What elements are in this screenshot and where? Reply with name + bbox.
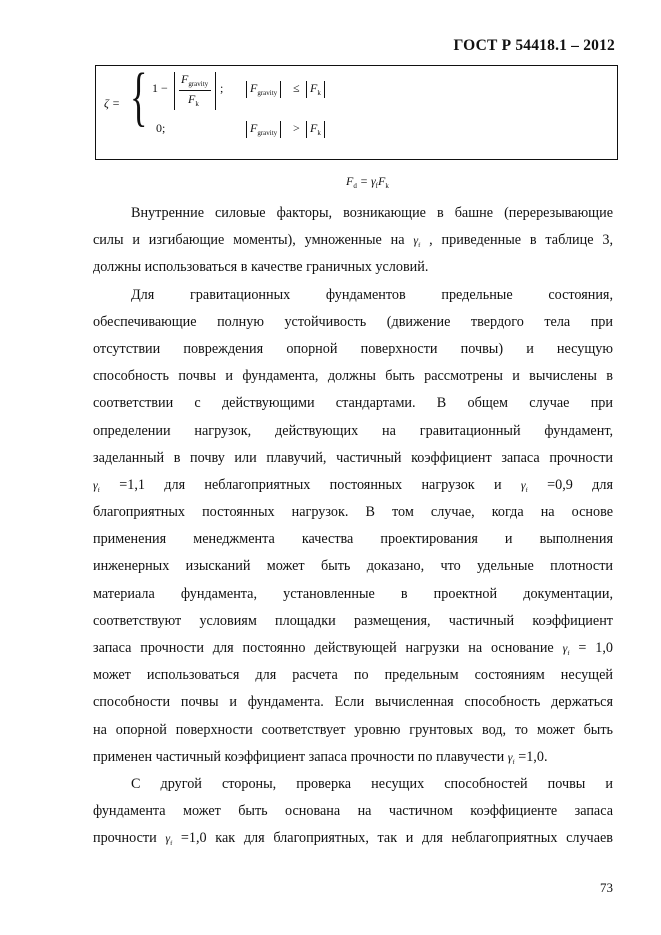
paragraph-1-line: Внутренние силовые факторы, возникающие в башне (перерезывающие xyxy=(131,205,613,221)
paragraph-3-line: С другой стороны, проверка несущих способностей почвы и xyxy=(131,775,613,792)
paragraph-2-line: отсутствии повреждения опорной поверхности почвы) и несущую xyxy=(93,340,613,357)
paragraph-2-line: инженерных изысканий может быть доказано, что удельные плотности xyxy=(93,558,613,575)
fraction-bar xyxy=(179,90,211,91)
paragraph-2-line: применения менеджмента качества проектирования и выполнения xyxy=(93,531,613,548)
paragraph-2-line: запаса прочности для постоянно действующей нагрузки на основание $\gamma_f = 1,0$ xyxy=(93,640,613,657)
semicolon-1: ; xyxy=(220,81,224,95)
one-minus: 1 − xyxy=(152,81,168,95)
paragraph-2-line: $\gamma_f =1,1$ для неблагоприятных постоянных нагрузок и $\gamma_f =0,9$ для xyxy=(93,476,614,494)
paragraph-2-line: материала фундамента, установленные в проектной документации, xyxy=(93,585,613,602)
left-brace: { xyxy=(130,60,148,133)
paragraph-2-line: заделанный в почву или плавучий, частичный коэффициент запаса прочности xyxy=(93,449,613,466)
paragraph-2-line: определении нагрузок, действующих на гравитационный фундамент, xyxy=(93,422,613,439)
paragraph-1-line: силы и изгибающие моменты), умноженные на $\gamma_f$ , приведенные в таблице 3, xyxy=(93,232,613,250)
cond1-lhs: $F_{gravity}$ xyxy=(246,81,281,98)
f-gravity-num: $F_{gravity}$ xyxy=(181,72,209,88)
le-sign: ≤ xyxy=(293,81,300,95)
paragraph-2-line: способности почвы и фундамента. Если вычисленная способность держаться xyxy=(93,694,613,711)
abs-ratio xyxy=(174,72,216,110)
paragraph-3-line: прочности $\gamma_f =1,0$ как для благоприятных, так и для неблагоприятных случаев xyxy=(93,830,613,848)
paragraph-2-line: Для гравитационных фундаментов предельные состояния, xyxy=(131,286,613,303)
paragraph-2-line: применен частичный коэффициент запаса прочности по плавучести $\gamma_f =1,0$. xyxy=(93,748,548,766)
zero-value: 0; xyxy=(156,121,166,135)
body-text xyxy=(93,200,613,853)
document-header: ГОСТ Р 54418.1 – 2012 xyxy=(453,37,615,54)
cond2-lhs: $F_{gravity}$ xyxy=(246,121,281,138)
paragraph-2-line: благоприятных постоянных нагрузок. В том случае, когда на основе xyxy=(93,504,613,521)
paragraph-3-line: фундамента может быть основана на частичном коэффициенте запаса xyxy=(93,803,613,820)
paragraph-2-line: соответствуют условиям площадки размещения, частичный коэффициент xyxy=(93,612,613,629)
design-load-formula: $F_d = \gamma_fF_k$ xyxy=(346,174,389,190)
paragraph-2-line: соответствии с действующими стандартами. В общем случае при xyxy=(93,395,613,412)
paragraph-1-line: должны использоваться в качестве граничных условий. xyxy=(93,259,429,276)
formula-box xyxy=(95,60,618,160)
paragraph-2-line: обеспечивающие полную устойчивость (движение твердого тела при xyxy=(93,313,613,330)
paragraph-2-line: способность почвы и фундамента, должны быть рассмотрены и вычислены в xyxy=(93,368,613,385)
paragraph-2-line: может использоваться для расчета по предельным состояниям несущей xyxy=(93,667,613,684)
gt-sign: > xyxy=(293,121,300,135)
paragraph-2-line: на опорной поверхности соответствует уровню грунтовых вод, то может быть xyxy=(93,721,613,738)
zeta-lhs: ζ = xyxy=(104,96,120,110)
cond1-rhs: $F_k$ xyxy=(306,81,325,98)
cond2-rhs: $F_k$ xyxy=(306,121,325,138)
page-number: 73 xyxy=(600,880,613,895)
f-k-den: $F_k$ xyxy=(188,92,199,108)
